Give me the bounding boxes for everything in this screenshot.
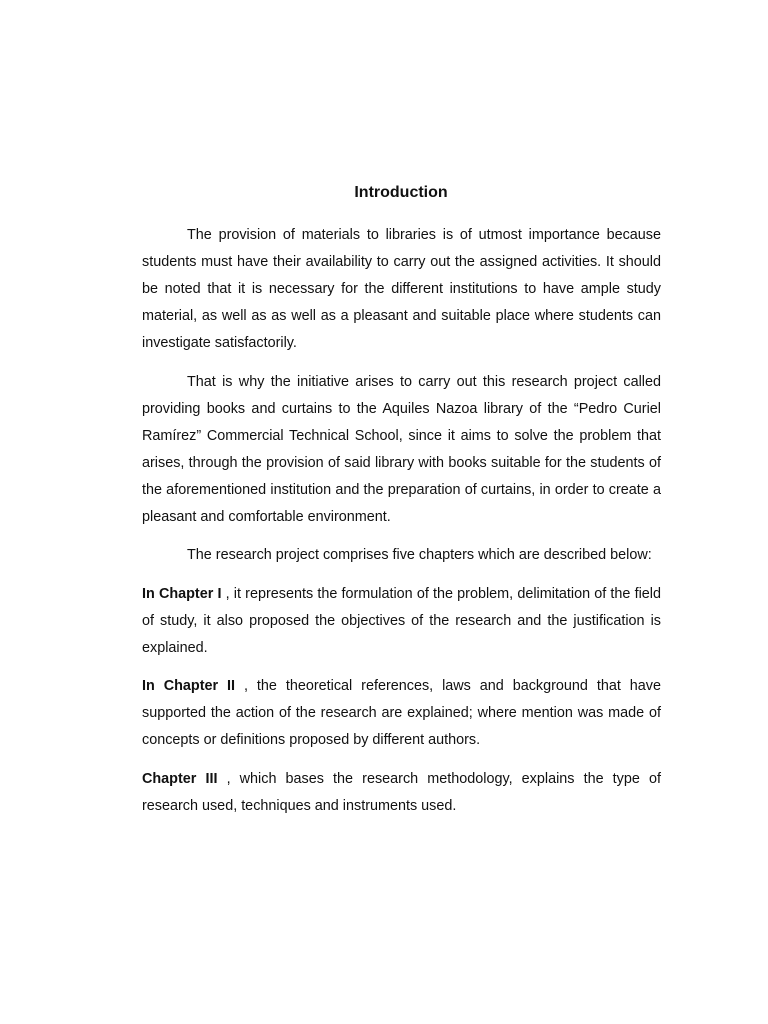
chapter-3-description: , which bases the research methodology, explains the type of research used, techniques and instruments used. bbox=[142, 770, 661, 814]
chapter-1-description: , it represents the formulation of the problem, delimitation of the field of study, it also proposed the objectives of the research and the justification is explained. bbox=[142, 585, 661, 656]
intro-paragraph-1: The provision of materials to libraries is of utmost importance because students must have their availability to carry out the assigned activities. It should be noted that it is necessary for the different institutions to have ample study material, as well as as well as a pleasant and suitable place where students can investigate satisfactorily. bbox=[142, 227, 661, 351]
page-title: Introduction bbox=[354, 184, 448, 201]
chapter-2-description: , the theoretical references, laws and background that have supported the action of the research are explained; where mention was made of concepts or definitions proposed by different authors. bbox=[142, 678, 662, 748]
chapter-3-paragraph bbox=[142, 766, 661, 820]
document-body bbox=[142, 222, 661, 831]
chapter-1-paragraph bbox=[142, 581, 661, 662]
chapter-2-heading: In Chapter II bbox=[142, 678, 236, 694]
intro-paragraph-3: The research project comprises five chapters which are described below: bbox=[187, 547, 652, 563]
chapter-2-paragraph bbox=[142, 673, 661, 754]
chapter-3-heading: Chapter III bbox=[142, 770, 218, 787]
chapter-1-heading: In Chapter I bbox=[142, 585, 222, 602]
intro-paragraph-2: That is why the initiative arises to carry out this research project called providing books and curtains to the Aquiles Nazoa library of the “Pedro Curiel Ramírez” Commercial Technical School, since it aims to solve the problem that arises, through the provision of said library with books suitable for the students of the aforementioned institution and the preparation of curtains, in order to create a pleasant and comfortable environment. bbox=[142, 373, 661, 525]
